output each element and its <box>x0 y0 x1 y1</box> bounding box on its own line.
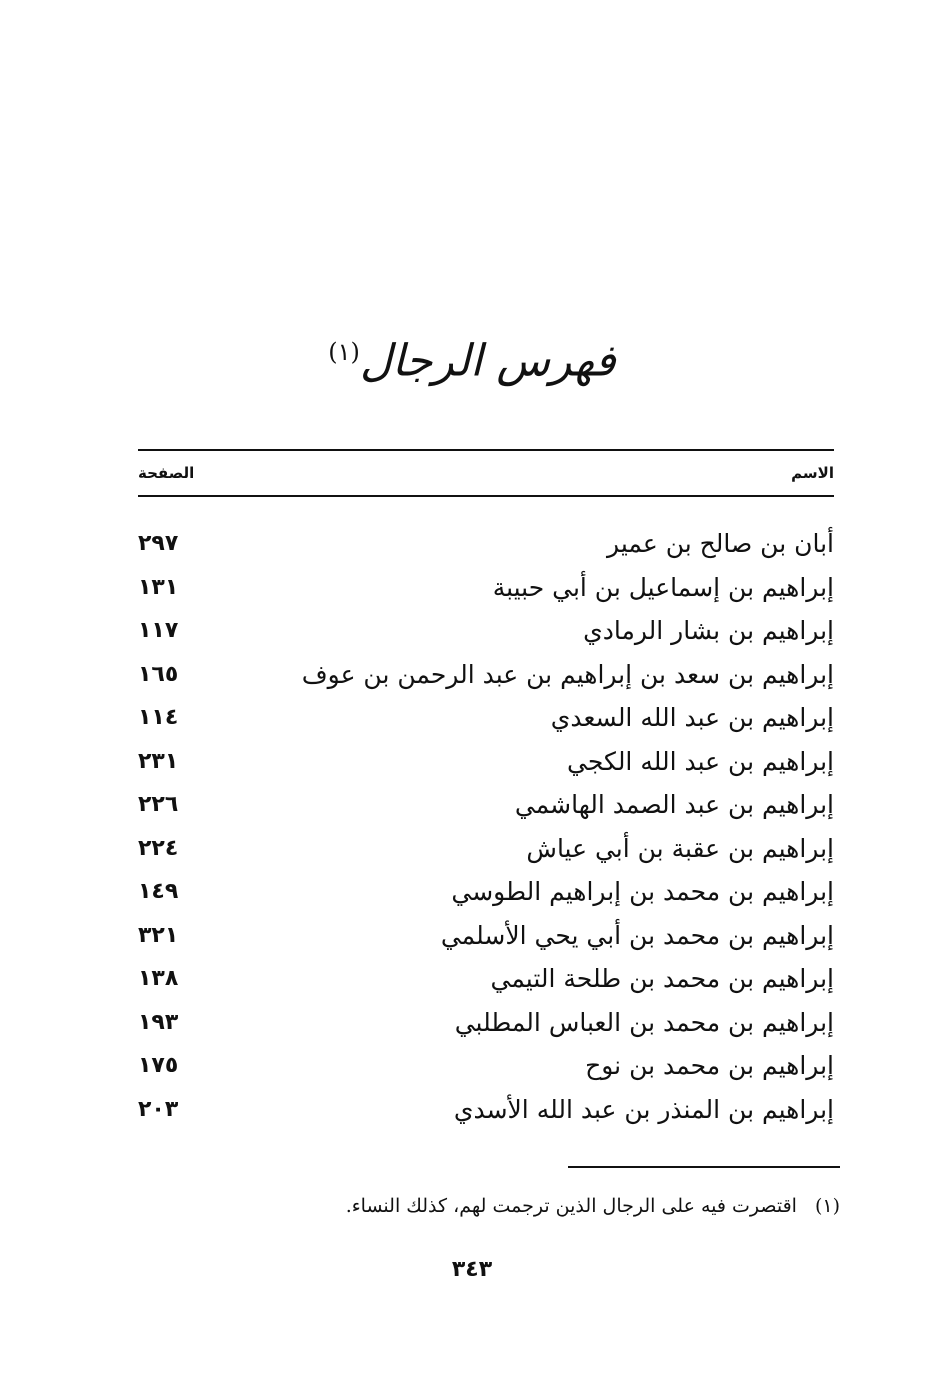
row-page: ٢٣١ <box>138 748 179 774</box>
table-row <box>138 957 834 1001</box>
row-name: إبراهيم بن المنذر بن عبد الله الأسدي <box>453 1094 834 1124</box>
footnote-text: اقتصرت فيه على الرجال الذين ترجمت لهم، كذلك النساء. <box>345 1195 797 1217</box>
row-name: إبراهيم بن محمد بن إبراهيم الطوسي <box>451 877 834 906</box>
table-row <box>138 653 834 697</box>
row-page: ١١٤ <box>138 705 179 730</box>
index-table <box>138 522 834 1131</box>
row-name: إبراهيم بن عبد الصمد الهاشمي <box>514 790 834 819</box>
row-page: ٣٢١ <box>138 922 179 948</box>
row-page: ١٩٣ <box>138 1009 179 1035</box>
row-page: ١٧٥ <box>138 1053 179 1078</box>
table-row <box>138 1001 834 1045</box>
row-name: إبراهيم بن سعد بن إبراهيم بن عبد الرحمن بن عوف <box>301 659 834 689</box>
table-row <box>138 827 834 871</box>
column-header-page: الصفحة <box>138 464 195 482</box>
table-row <box>138 566 834 610</box>
row-page: ١٤٩ <box>138 879 179 904</box>
column-header-name: الاسم <box>791 464 834 482</box>
table-row <box>138 740 834 784</box>
table-top-rule <box>138 449 834 451</box>
row-name: إبراهيم بن عقبة بن أبي عياش <box>526 833 834 863</box>
table-row <box>138 1044 834 1088</box>
row-page: ١٣١ <box>138 574 179 600</box>
page-title-text: فهرس الرجال <box>359 335 616 387</box>
page-number: ٣٤٣ <box>451 1257 493 1282</box>
footnote-reference: (١) <box>328 338 360 366</box>
table-row <box>138 870 834 914</box>
table-header-rule <box>138 495 834 497</box>
footnote-separator <box>568 1166 840 1168</box>
page-title <box>0 322 944 392</box>
footnote-number: (١) <box>814 1195 840 1217</box>
row-name: إبراهيم بن عبد الله السعدي <box>550 703 834 732</box>
row-name: أبان بن صالح بن عمير <box>607 529 834 558</box>
table-row <box>138 1088 834 1132</box>
row-page: ١١٧ <box>138 618 179 643</box>
table-row <box>138 522 834 566</box>
row-name: إبراهيم بن محمد بن طلحة التيمي <box>490 964 834 993</box>
row-page: ١٦٥ <box>138 661 179 687</box>
table-row <box>138 914 834 958</box>
row-name: إبراهيم بن محمد بن العباس المطلبي <box>454 1007 834 1037</box>
table-row <box>138 609 834 653</box>
row-page: ٢٢٤ <box>138 835 179 861</box>
row-page: ١٣٨ <box>138 966 179 991</box>
row-page: ٢٩٧ <box>138 531 179 556</box>
row-name: إبراهيم بن محمد بن نوح <box>585 1051 834 1080</box>
row-name: إبراهيم بن بشار الرمادي <box>583 616 834 645</box>
footnote <box>346 1190 840 1222</box>
row-name: إبراهيم بن محمد بن أبي يحي الأسلمي <box>440 920 834 950</box>
row-name: إبراهيم بن عبد الله الكجي <box>567 746 834 776</box>
row-page: ٢٢٦ <box>138 792 179 817</box>
table-row <box>138 696 834 740</box>
row-name: إبراهيم بن إسماعيل بن أبي حبيبة <box>492 572 834 602</box>
row-page: ٢٠٣ <box>138 1096 179 1122</box>
table-row <box>138 783 834 827</box>
